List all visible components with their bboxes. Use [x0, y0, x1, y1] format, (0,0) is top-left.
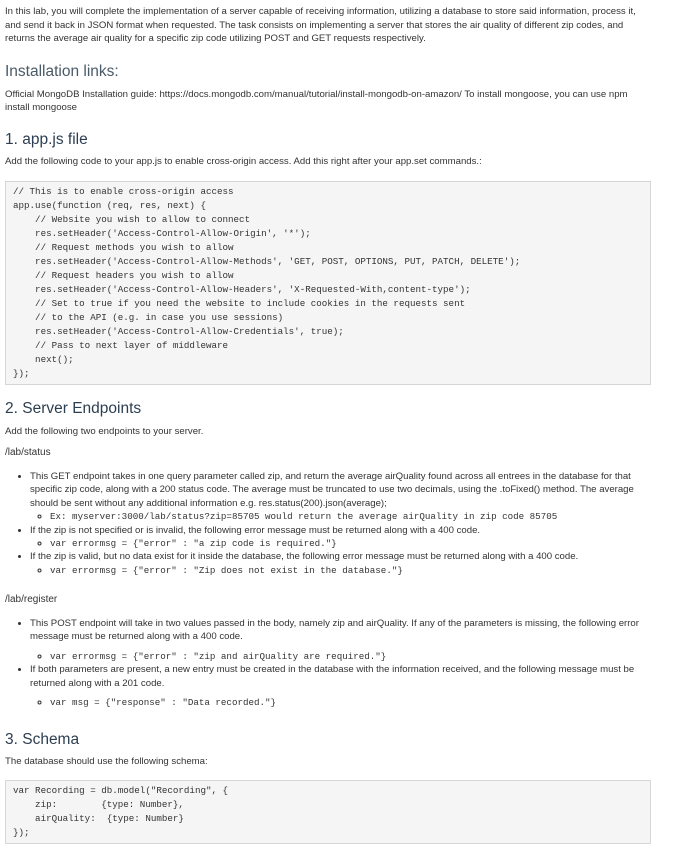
installation-heading: Installation links: [5, 63, 119, 80]
register-endpoint-path: /lab/register [5, 594, 58, 605]
register-endpoint-list [5, 617, 655, 709]
installation-text: Official MongoDB Installation guide: https://docs.mongodb.com/manual/tutorial/install-mongodb-on-amazon/ To install mongoose, you can use npm install mongoose [5, 89, 628, 114]
list-item [30, 550, 655, 577]
list-item [50, 650, 655, 663]
status-zip-missing-description: If the zip is valid, but no data exist for it inside the database, the following error message must be returned along with a 400 code. [30, 551, 579, 563]
cors-code-block: // This is to enable cross-origin access app.use(function (req, res, next) { // Website you wish to allow to connect res.setHeader('Access-Control-Allow-Origin', '*'); // Request methods you wish to allow res.setHeader('Access-Control-Allow-Methods', 'GET, POST, OPTIONS, PUT, PATCH, DELETE'); // Request headers you wish to allow res.setHeader('Access-Control-Allow-Headers', 'X-Requested-With,content-type'); // Set to true if you need the website to include cookies in the requests sent // to the API (e.g. in case you use sessions) res.setHeader('Access-Control-Allow-Credentials', true); // Pass to next layer of middleware next(); }); [5, 181, 651, 385]
schema-code-block: var Recording = db.model("Recording", { zip: {type: Number}, airQuality: {type: Number} }); [5, 780, 651, 844]
status-example: Ex: myserver:3000/lab/status?zip=85705 would return the average airQuality in zip code 85705 [50, 511, 558, 523]
register-success-message: var msg = {"response" : "Data recorded."} [50, 697, 277, 709]
server-endpoints-text: Add the following two endpoints to your server. [5, 426, 204, 437]
status-endpoint-path: /lab/status [5, 447, 51, 458]
list-item [30, 663, 655, 709]
status-zip-required-description: If the zip is not specified or is invalid, the following error message must be returned along with a 400 code. [30, 524, 481, 536]
status-zip-required-error: var errormsg = {"error" : "a zip code is required."} [50, 538, 337, 550]
register-post-description: This POST endpoint will take in two values passed in the body, namely zip and airQuality. If any of the parameters is missing, the following error message must be returned along with a 400 code. [30, 618, 639, 643]
app-js-text: Add the following code to your app.js to enable cross-origin access. Add this right after your app.set commands.: [5, 156, 482, 167]
schema-text: The database should use the following schema: [5, 756, 208, 767]
list-item [50, 696, 655, 709]
list-item [50, 510, 655, 523]
list-item [30, 524, 655, 551]
status-zip-missing-error: var errormsg = {"error" : "Zip does not exist in the database."} [50, 564, 403, 576]
register-missing-error: var errormsg = {"error" : "zip and airQuality are required."} [50, 650, 387, 662]
list-item [50, 564, 655, 577]
server-endpoints-heading: 2. Server Endpoints [5, 400, 142, 417]
status-endpoint-list [5, 470, 655, 577]
schema-heading: 3. Schema [5, 731, 80, 748]
list-item [30, 470, 655, 524]
status-get-description: This GET endpoint takes in one query parameter called zip, and return the average airQuality found across all entrees in the database for that specific zip code, along with a 200 status code. The average must be truncated to use two decimals, using the .toFixed() method. The average should be sent without any additional information e.g. res.status(200).json(average); [30, 471, 634, 509]
intro-paragraph: In this lab, you will complete the implementation of a server capable of receiving information, utilizing a database to store said information, process it, and send it back in JSON format when requested. The task consists on implementing a server that stores the air quality of different zip codes, and returns the average air quality for a specific zip code utilizing POST and GET requests respectively. [5, 6, 636, 45]
list-item [30, 617, 655, 663]
register-success-description: If both parameters are present, a new entry must be created in the database with the information received, and the following message must be returned along with a 201 code. [30, 664, 635, 689]
list-item [50, 537, 655, 550]
app-js-heading: 1. app.js file [5, 131, 88, 148]
